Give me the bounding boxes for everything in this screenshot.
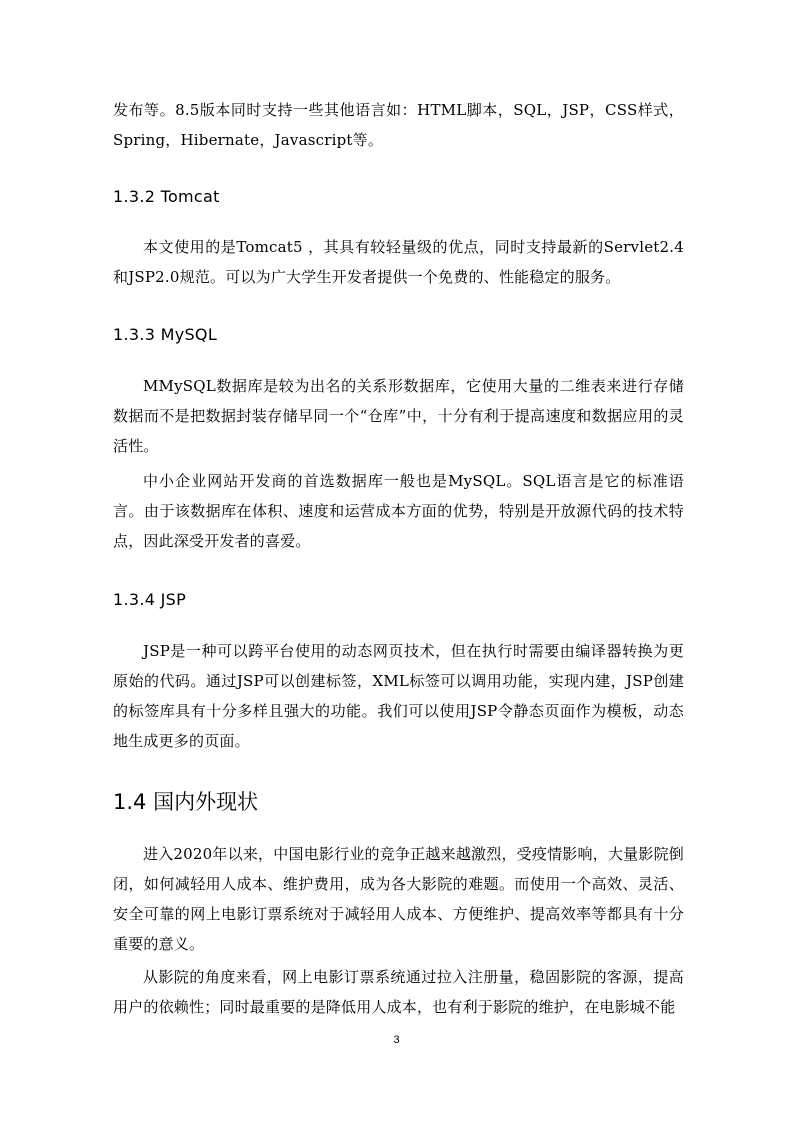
paragraph-continuation: 发布等。8.5版本同时支持一些其他语言如：HTML脚本，SQL，JSP，CSS样式，Spring，Hibernate，Javascript等。 [113, 101, 684, 149]
paragraph-status-2: 从影院的角度来看，网上电影订票系统通过拉入注册量，稳固影院的客源，提高用户的依赖性；同时最重要的是降低用人成本，也有利于影院的维护，在电影城不能 [113, 968, 684, 1016]
paragraph-mysql-2: 中小企业网站开发商的首选数据库一般也是MySQL。SQL语言是它的标准语言。由于该数据库在体积、速度和运营成本方面的优势，特别是开放源代码的技术特点，因此深受开发者的喜爱。 [113, 472, 684, 550]
paragraph-jsp: JSP是一种可以跨平台使用的动态网页技术，但在执行时需要由编译器转换为更原始的代码。通过JSP可以创建标签，XML标签可以调用功能，实现内建，JSP创建的标签库具有十分多样且强大的功能。我们可以使用JSP令静态页面作为模板，动态地生成更多的页面。 [113, 642, 684, 750]
section-heading-domestic-foreign-status: 1.4 国内外现状 [113, 790, 259, 814]
section-heading-jsp: 1.3.4 JSP [113, 590, 187, 609]
paragraph-status-1: 进入2020年以来，中国电影行业的竞争正越来越激烈，受疫情影响，大量影院倒闭，如何减轻用人成本、维护费用，成为各大影院的难题。而使用一个高效、灵活、安全可靠的网上电影订票系统对于减轻用人成本、方便维护、提高效率等都具有十分重要的意义。 [113, 845, 684, 953]
paragraph-tomcat: 本文使用的是Tomcat5 ，其具有较轻量级的优点，同时支持最新的Servlet2.4和JSP2.0规范。可以为广大学生开发者提供一个免费的、性能稳定的服务。 [113, 238, 684, 286]
paragraph-mysql-1: MMySQL数据库是较为出名的关系形数据库，它使用大量的二维表来进行存储数据而不是把数据封装存储早同一个“仓库”中，十分有利于提高速度和数据应用的灵活性。 [113, 377, 684, 455]
page-number: 3 [393, 1034, 400, 1046]
section-heading-tomcat: 1.3.2 Tomcat [113, 187, 220, 206]
section-heading-mysql: 1.3.3 MySQL [113, 325, 218, 344]
